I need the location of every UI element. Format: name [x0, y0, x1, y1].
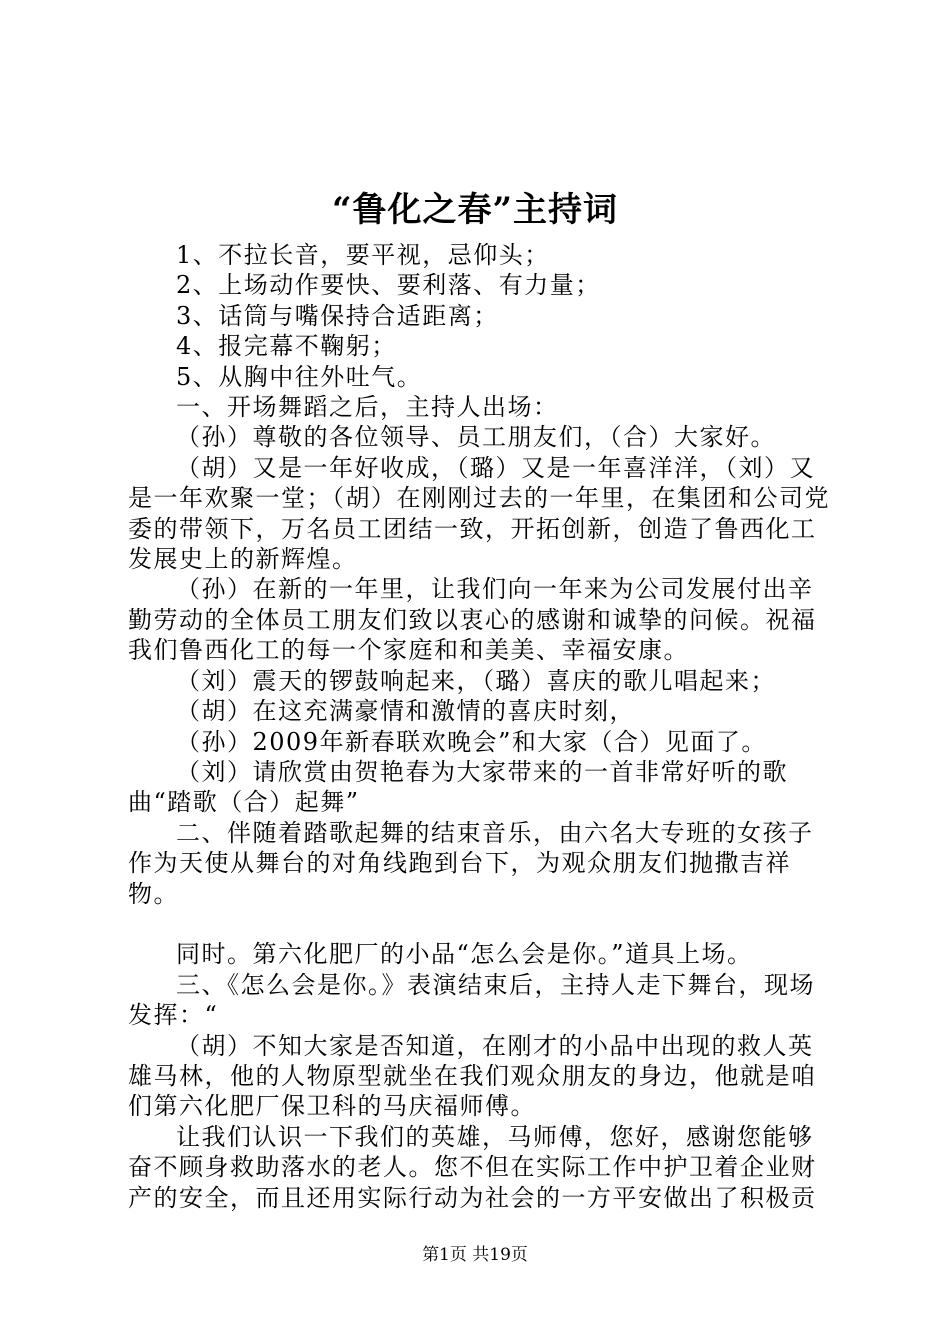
- paragraph: 1、不拉长音，要平视，忌仰头；: [176, 241, 550, 269]
- paragraph: （孙）在新的一年里，让我们向一年来为公司发展付出辛勤劳动的全体员工朋友们致以衷心的感谢和诚挚的问候。祝福我们鲁西化工的每一个家庭和和美美、幸福安康。: [128, 575, 817, 665]
- paragraph: 一、开场舞蹈之后，主持人出场：: [176, 393, 559, 422]
- paragraph: 2、上场动作要快、要利落、有力量；: [176, 271, 601, 300]
- paragraph: （孙）2009年新春联欢晚会”和大家（合）见面了。: [176, 727, 767, 756]
- document-body: [128, 240, 832, 1213]
- document-title: “鲁化之春”主持词: [331, 190, 619, 230]
- paragraph: 4、报完幕不鞠躬；: [176, 332, 397, 361]
- paragraph: （胡）不知大家是否知道，在刚才的小品中出现的救人英雄马林，他的人物原型就坐在我们观众朋友的身边，他就是咱们第六化肥厂保卫科的马庆福师傅。: [128, 1031, 817, 1121]
- paragraph: 同时。第六化肥厂的小品“怎么会是你。”道具上场。: [176, 940, 753, 969]
- paragraph: （刘）请欣赏由贺艳春为大家带来的一首非常好听的歌曲“踏歌（合）起舞”: [128, 757, 788, 817]
- paragraph: （胡）又是一年好收成，（璐）又是一年喜洋洋，（刘）又是一年欢聚一堂；（胡）在刚刚过去的一年里，在集团和公司党委的带领下，万名员工团结一致，开拓创新，创造了鲁西化工发展史上的新辉煌。: [128, 453, 830, 574]
- page-footer: 第1页 共19页: [422, 1245, 528, 1265]
- paragraph: 三、《怎么会是你。》表演结束后，主持人走下舞台，现场发挥：“: [128, 970, 815, 1030]
- paragraph: （刘）震天的锣鼓响起来，（璐）喜庆的歌儿唱起来；: [176, 666, 776, 695]
- paragraph: 二、伴随着踏歌起舞的结束音乐，由六名大专班的女孩子作为天使从舞台的对角线跑到台下，为观众朋友们抛撒吉祥物。: [128, 818, 814, 908]
- paragraph: 5、从胸中往外吐气。: [176, 362, 423, 391]
- paragraph: 3、话筒与嘴保持合适距离；: [176, 301, 499, 330]
- paragraph: 让我们认识一下我们的英雄，马师傅，您好，感谢您能够奋不顾身救助落水的老人。您不但在实际工作中护卫着企业财产的安全，而且还用实际行动为社会的一方平安做出了积极贡: [128, 1122, 817, 1212]
- paragraph: （胡）在这充满豪情和激情的喜庆时刻，: [176, 697, 635, 726]
- blank-line: [128, 909, 832, 939]
- paragraph: （孙）尊敬的各位领导、员工朋友们，（合）大家好。: [176, 423, 776, 452]
